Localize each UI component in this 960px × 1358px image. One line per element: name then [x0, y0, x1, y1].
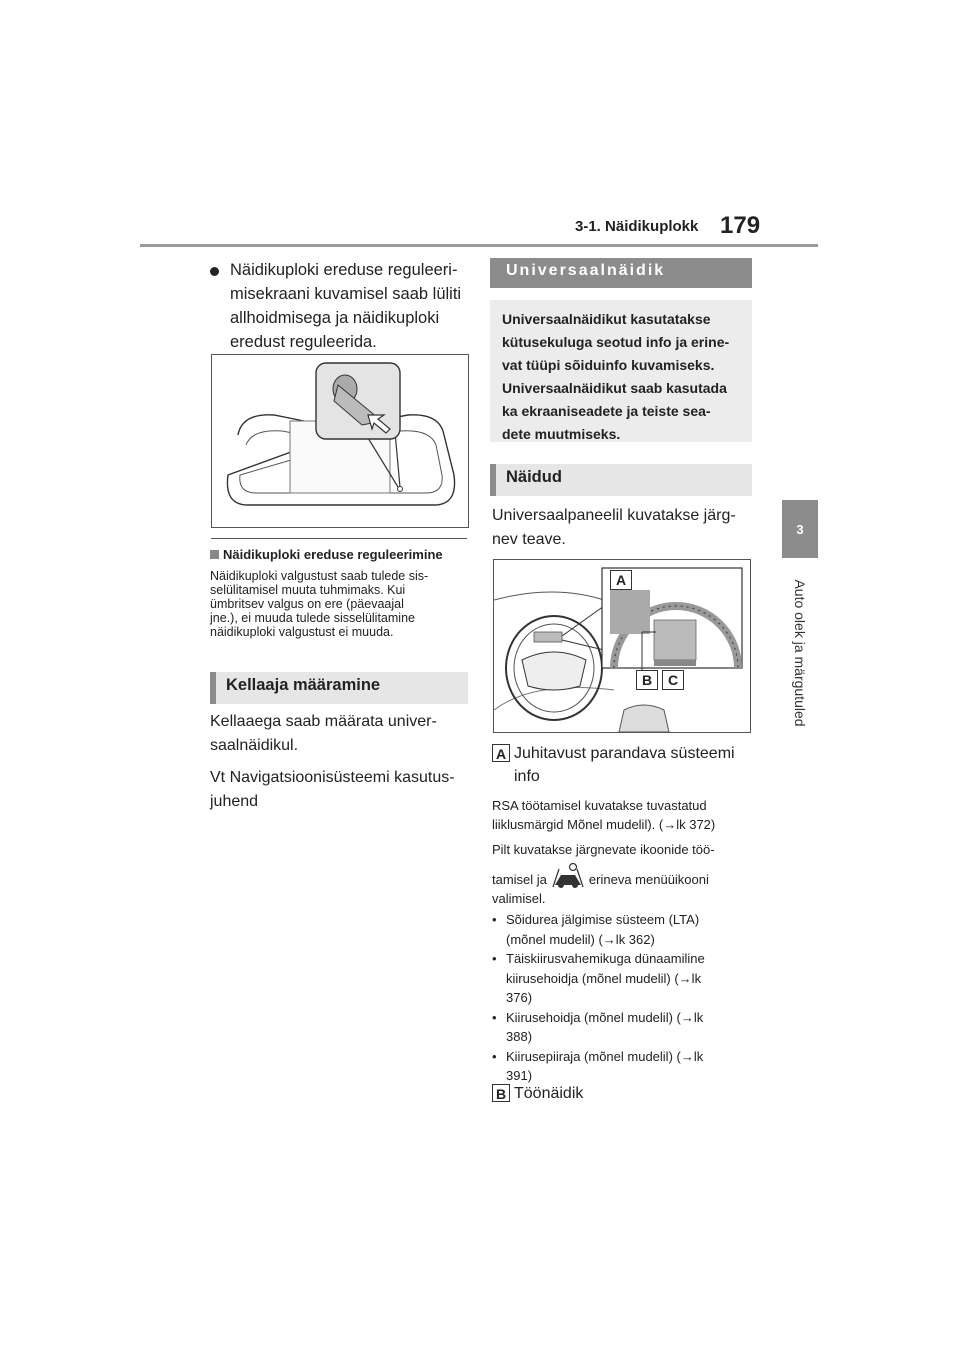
chapter-name: Auto olek ja märgutuled — [792, 579, 808, 727]
page-number: 179 — [720, 212, 761, 239]
callout-b-label: B — [636, 670, 658, 690]
rsa-text-cont: liiklusmärgid Mõnel mudelil). (→lk 372) — [492, 817, 716, 832]
clock-text: Kellaaega saab määrata univer- saalnäidikul. Vt Navigatsioonisüsteemi kasutus- juhend — [210, 713, 455, 810]
dimmer-bullet — [210, 258, 470, 354]
bullet-line: misekraani kuvamisel saab lüliti — [230, 285, 462, 303]
brightness-text: Näidikuploki valgustust saab tulede sis- selülitamisel muuta tuhmimaks. Kui ümbritsev valgus on ere (päevaajal jne.), ei muuda tulede sisselülitamine näidikuploki valgustust ei muuda. — [210, 569, 429, 639]
item-a-letter: A — [492, 744, 510, 762]
item-b — [492, 1082, 754, 1105]
section-title: 3-1. Näidikuplokk — [575, 218, 699, 235]
header-rule — [140, 244, 818, 247]
chapter-side-label — [780, 568, 820, 738]
brightness-heading: Näidikuploki ereduse reguleerimine — [210, 547, 443, 562]
clock-section-title: Kellaaja määramine — [210, 672, 468, 704]
chapter-tab[interactable]: 3 — [782, 500, 818, 558]
icons-text: Pilt kuvatakse järgnevate ikoonide töö- — [492, 842, 715, 857]
bullet-line: eredust reguleerida. — [230, 333, 377, 351]
system-list — [492, 910, 754, 1086]
gauges-section-title: Näidud — [490, 464, 752, 496]
list-item: • Sõidurea jälgimise süsteem (LTA) (mõnel mudelil) (→lk 362) — [492, 910, 754, 949]
icons-text-end: valimisel. — [492, 891, 546, 906]
vehicle-settings-icon — [551, 863, 585, 889]
bullet-dot-icon — [210, 267, 219, 276]
square-bullet-icon — [210, 550, 219, 559]
item-a-title-cont: info — [514, 768, 540, 785]
list-item: • Kiirusepiiraja (mõnel mudelil) (→lk 391) — [492, 1047, 754, 1086]
multi-info-section-title: Universaalnäidik — [490, 258, 752, 288]
multi-info-note: Universaalnäidikut kasutatakse kütusekuluga seotud info ja erine- vat tüüpi sõiduinfo kuvamiseks. Universaalnäidikut saab kasutada ka ekraaniseadete ja teiste sea- dete muutmiseks. — [490, 300, 752, 442]
list-item: • Täiskiirusvahemikuga dünaamiline kiirusehoidja (mõnel mudelil) (→lk 376) — [492, 949, 754, 1008]
icons-text-line: tamisel ja erineva menüüikooni — [492, 863, 754, 889]
item-b-letter: B — [492, 1084, 510, 1102]
dimmer-switch-icon — [212, 355, 468, 527]
callout-a-label: A — [610, 570, 632, 590]
gauges-intro: Universaalpaneelil kuvatakse järg- nev teave. — [492, 507, 736, 548]
bullet-line: Näidikuploki ereduse reguleeri- — [230, 261, 458, 279]
multi-info-display-figure — [493, 559, 751, 733]
rsa-text: RSA töötamisel kuvatakse tuvastatud — [492, 798, 707, 813]
figure-rule — [211, 538, 467, 539]
bullet-line: allhoidmisega ja näidikuploki — [230, 309, 440, 327]
item-a — [492, 742, 754, 1086]
item-a-title: Juhitavust parandava süsteemi — [514, 745, 735, 762]
list-item: • Kiirusehoidja (mõnel mudelil) (→lk 388) — [492, 1008, 754, 1047]
cluster-dimmer-figure — [211, 354, 469, 528]
item-b-title: Töönäidik — [514, 1085, 584, 1102]
callout-c-label: C — [662, 670, 684, 690]
